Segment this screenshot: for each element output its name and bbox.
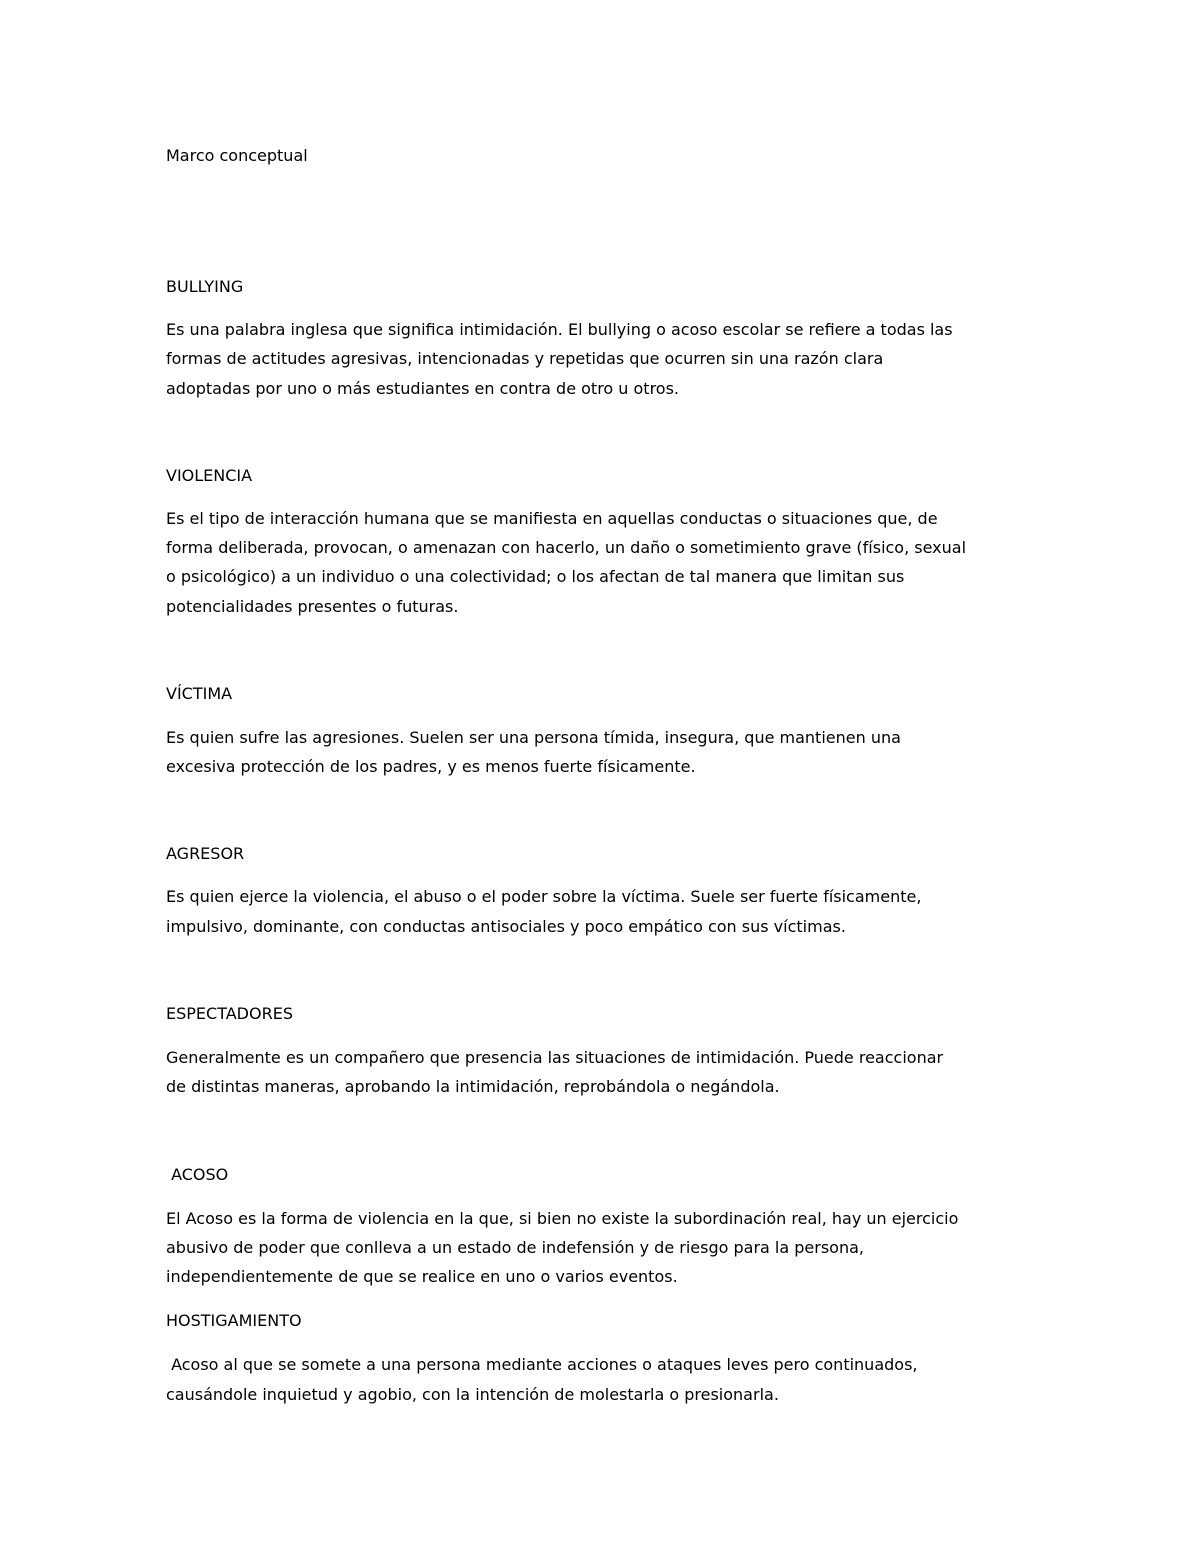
paragraph-line: o psicológico) a un individuo o una colectividad; o los afectan de tal manera que limitan sus [166,567,905,586]
paragraph-line: Es el tipo de interacción humana que se manifiesta en aquellas conductas o situaciones que, de [166,509,938,528]
paragraph-line: de distintas maneras, aprobando la intimidación, reprobándola o negándola. [166,1077,780,1096]
section-heading-acoso: ACOSO [166,1165,229,1184]
section-heading-agresor: AGRESOR [166,844,245,863]
section-heading-victima: VÍCTIMA [166,684,233,703]
section-heading-hostigamiento: HOSTIGAMIENTO [166,1311,302,1330]
paragraph-line: excesiva protección de los padres, y es menos fuerte físicamente. [166,757,696,776]
paragraph-line: causándole inquietud y agobio, con la intención de molestarla o presionarla. [166,1385,779,1404]
paragraph-line: formas de actitudes agresivas, intencionadas y repetidas que ocurren sin una razón clara [166,349,884,368]
paragraph-line: adoptadas por uno o más estudiantes en contra de otro u otros. [166,379,680,398]
paragraph-line: forma deliberada, provocan, o amenazan con hacerlo, un daño o sometimiento grave (físico, sexual [166,538,967,557]
paragraph-line: impulsivo, dominante, con conductas antisociales y poco empático con sus víctimas. [166,917,846,936]
paragraph-line: El Acoso es la forma de violencia en la que, si bien no existe la subordinación real, hay un ejercicio [166,1209,959,1228]
paragraph-line: Acoso al que se somete a una persona mediante acciones o ataques leves pero continuados, [166,1355,918,1374]
paragraph-line: potencialidades presentes o futuras. [166,597,459,616]
section-heading-espectadores: ESPECTADORES [166,1004,293,1023]
paragraph-line: independientemente de que se realice en uno o varios eventos. [166,1267,678,1286]
paragraph-line: Es quien ejerce la violencia, el abuso o el poder sobre la víctima. Suele ser fuerte físicamente, [166,887,922,906]
section-heading-bullying: BULLYING [166,277,244,296]
paragraph-line: Generalmente es un compañero que presencia las situaciones de intimidación. Puede reaccionar [166,1048,944,1067]
section-heading-violencia: VIOLENCIA [166,466,253,485]
paragraph-line: Es quien sufre las agresiones. Suelen ser una persona tímida, insegura, que mantienen una [166,728,901,747]
page-title: Marco conceptual [166,146,308,165]
paragraph-line: Es una palabra inglesa que significa intimidación. El bullying o acoso escolar se refiere a todas las [166,320,953,339]
paragraph-line: abusivo de poder que conlleva a un estado de indefensión y de riesgo para la persona, [166,1238,864,1257]
